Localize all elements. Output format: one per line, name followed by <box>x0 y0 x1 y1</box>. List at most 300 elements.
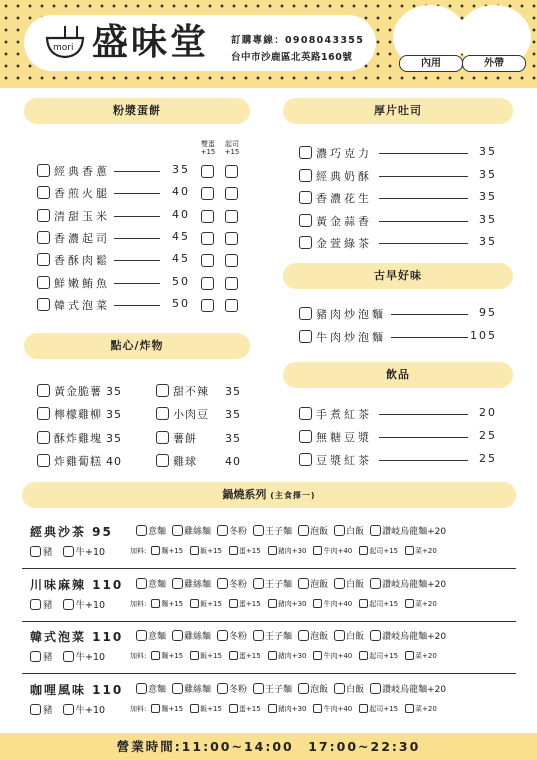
addon-name: 豬肉+30 <box>277 704 307 713</box>
addon-name: 蛋+15 <box>238 652 261 660</box>
staple-label: 雞絲麵 <box>184 632 212 642</box>
base-checkbox[interactable] <box>63 651 74 662</box>
staple-label: 泡飯 <box>310 527 329 537</box>
addon-checkbox[interactable] <box>229 704 238 713</box>
leader-line <box>114 171 160 172</box>
item-checkbox[interactable] <box>299 169 312 182</box>
list-item[interactable] <box>299 168 372 186</box>
addon-checkbox[interactable] <box>229 546 238 555</box>
addon-name: 起司+15 <box>369 547 399 555</box>
item-name: 韓式泡菜 <box>54 298 110 312</box>
base-checkbox[interactable] <box>30 599 41 610</box>
staple-label: 冬粉 <box>229 527 248 537</box>
staple-label: 讚岐烏龍麵+20 <box>382 527 447 537</box>
addon-name: 牛肉+40 <box>323 704 353 713</box>
addon-checkbox[interactable] <box>190 704 199 713</box>
section-title-pancake: 粉漿蛋餅 <box>24 98 250 124</box>
staple-label: 雞絲麵 <box>184 684 212 695</box>
item-checkbox[interactable] <box>299 191 312 204</box>
item-name: 牛肉炒泡麵 <box>316 331 386 344</box>
item-price: 45 <box>172 252 190 266</box>
item-name: 經典奶酥 <box>316 169 372 183</box>
double-egg-checkbox[interactable] <box>201 254 214 267</box>
item-price: 35 <box>172 163 190 176</box>
item-checkbox[interactable] <box>37 431 50 444</box>
cheese-checkbox[interactable] <box>225 277 238 290</box>
cheese-checkbox[interactable] <box>225 187 238 200</box>
address: 台中市沙鹿區北英路160號 <box>231 52 353 63</box>
item-checkbox[interactable] <box>156 431 169 444</box>
staple-label: 冬粉 <box>229 579 248 590</box>
addon-checkbox[interactable] <box>151 704 160 713</box>
staple-checkbox[interactable] <box>172 630 183 641</box>
leader-line <box>114 283 160 284</box>
item-checkbox[interactable] <box>299 453 312 466</box>
staple-checkbox[interactable] <box>334 525 345 536</box>
item-price: 25 <box>479 452 497 465</box>
addon-checkbox[interactable] <box>359 546 368 555</box>
addon-checkbox[interactable] <box>268 651 277 660</box>
item-price: 35 <box>106 385 122 398</box>
item-price: 35 <box>479 145 497 158</box>
hotpot-subtitle: (主食擇一) <box>270 491 316 500</box>
staple-label: 冬粉 <box>229 684 248 695</box>
cheese-checkbox[interactable] <box>225 232 238 245</box>
list-item[interactable] <box>37 383 122 401</box>
leader-line <box>114 238 160 239</box>
staple-checkbox[interactable] <box>136 683 147 694</box>
addon-name: 菜+20 <box>415 652 437 660</box>
addon-checkbox[interactable] <box>151 651 160 660</box>
addon-checkbox[interactable] <box>268 599 277 608</box>
staple-checkbox[interactable] <box>334 630 345 641</box>
section-title-old-taste: 古早好味 <box>283 263 513 289</box>
staple-label: 雞絲麵 <box>184 527 212 537</box>
addon-name: 牛肉+40 <box>323 652 353 660</box>
item-price: 25 <box>479 429 497 442</box>
addon-options <box>130 599 441 609</box>
addon-checkbox[interactable] <box>313 599 322 608</box>
item-price: 40 <box>172 185 190 199</box>
base-checkbox[interactable] <box>63 546 74 557</box>
addon-checkbox[interactable] <box>190 651 199 660</box>
addon-checkbox[interactable] <box>405 546 414 555</box>
staple-checkbox[interactable] <box>136 525 147 536</box>
addon-checkbox[interactable] <box>359 651 368 660</box>
base-checkbox[interactable] <box>30 546 41 557</box>
item-checkbox[interactable] <box>37 384 50 397</box>
item-price: 45 <box>172 229 190 243</box>
item-price: 105 <box>470 329 497 342</box>
double-egg-checkbox[interactable] <box>201 165 214 178</box>
staple-checkbox[interactable] <box>136 630 147 641</box>
list-item[interactable] <box>299 190 372 208</box>
staple-checkbox[interactable] <box>172 683 183 694</box>
staple-label: 泡飯 <box>310 579 329 590</box>
addon-options <box>130 651 441 661</box>
staple-checkbox[interactable] <box>370 683 381 694</box>
addon-name: 飯+15 <box>200 599 222 608</box>
item-checkbox[interactable] <box>37 186 50 199</box>
staple-checkbox[interactable] <box>298 683 309 694</box>
item-checkbox[interactable] <box>37 164 50 177</box>
dine-in-label[interactable]: 內用 <box>399 55 463 72</box>
addon-checkbox[interactable] <box>190 599 199 608</box>
leader-line <box>379 414 468 415</box>
staple-options <box>133 629 449 642</box>
staple-checkbox[interactable] <box>370 578 381 589</box>
staple-label: 泡飯 <box>310 684 329 695</box>
phone-number: 訂購專線：0908043355 <box>231 35 365 46</box>
staple-checkbox[interactable] <box>253 630 264 641</box>
section-title-toast: 厚片吐司 <box>283 98 513 124</box>
item-checkbox[interactable] <box>156 454 169 467</box>
option-head-double-egg: 雙蛋 +15 <box>200 140 216 156</box>
leader-line <box>379 437 468 438</box>
addon-name: 豬肉+30 <box>277 652 307 660</box>
hotpot-divider <box>22 673 516 674</box>
staple-checkbox[interactable] <box>334 683 345 694</box>
addon-options <box>130 546 441 556</box>
staple-checkbox[interactable] <box>172 578 183 589</box>
item-price: 35 <box>479 235 497 249</box>
addon-checkbox[interactable] <box>405 651 414 660</box>
addon-checkbox[interactable] <box>313 704 322 713</box>
list-item[interactable] <box>37 163 110 181</box>
addon-label: 加料: <box>130 652 147 660</box>
addon-name: 菜+20 <box>415 599 437 608</box>
item-price: 40 <box>172 207 190 221</box>
addon-name: 麵+15 <box>161 704 184 713</box>
item-checkbox[interactable] <box>37 276 50 289</box>
addon-name: 蛋+15 <box>238 547 261 555</box>
item-checkbox[interactable] <box>37 253 50 266</box>
item-name: 豬肉炒泡麵 <box>316 308 386 321</box>
base-label: 牛+10 <box>75 652 106 663</box>
leader-line <box>114 216 160 217</box>
item-checkbox[interactable] <box>299 214 312 227</box>
item-checkbox[interactable] <box>37 407 50 420</box>
addon-checkbox[interactable] <box>229 599 238 608</box>
double-egg-checkbox[interactable] <box>201 299 214 312</box>
addon-label: 加料: <box>130 704 147 713</box>
base-label: 牛+10 <box>75 547 106 558</box>
list-item[interactable] <box>37 275 110 293</box>
staple-checkbox[interactable] <box>217 683 228 694</box>
item-checkbox[interactable] <box>156 384 169 397</box>
item-name: 無糖豆漿 <box>316 431 372 444</box>
hotpot-title: 鍋燒系列 <box>222 488 267 501</box>
addon-checkbox[interactable] <box>359 599 368 608</box>
staple-checkbox[interactable] <box>370 525 381 536</box>
addon-name: 飯+15 <box>200 704 222 713</box>
item-checkbox[interactable] <box>156 407 169 420</box>
item-checkbox[interactable] <box>299 407 312 420</box>
item-checkbox[interactable] <box>37 209 50 222</box>
item-checkbox[interactable] <box>299 146 312 159</box>
staple-label: 王子麵 <box>265 579 293 590</box>
base-options <box>30 544 115 558</box>
addon-name: 起司+15 <box>369 599 399 608</box>
list-item[interactable] <box>156 453 241 471</box>
item-name: 香濃起司 <box>54 231 110 245</box>
addon-name: 豬肉+30 <box>277 547 307 555</box>
staple-checkbox[interactable] <box>298 525 309 536</box>
item-price: 40 <box>225 454 241 468</box>
takeout-label[interactable]: 外帶 <box>462 55 526 72</box>
staple-label: 意麵 <box>148 632 167 642</box>
staple-label: 王子麵 <box>265 632 293 642</box>
staple-label: 冬粉 <box>229 632 248 642</box>
staple-options <box>133 682 449 695</box>
item-name: 金萱綠茶 <box>316 237 372 251</box>
hotpot-item-name: 韓式泡菜 110 <box>30 630 124 644</box>
addon-label: 加料: <box>130 599 147 608</box>
brand-name: 盛味堂 <box>92 21 210 63</box>
base-checkbox[interactable] <box>63 704 74 715</box>
item-price: 35 <box>479 167 497 181</box>
item-checkbox[interactable] <box>299 330 312 343</box>
staple-checkbox[interactable] <box>217 630 228 641</box>
addon-name: 豬肉+30 <box>277 599 307 608</box>
item-price: 35 <box>479 212 497 226</box>
leader-line <box>114 193 160 194</box>
staple-label: 讚岐烏龍麵+20 <box>382 632 447 642</box>
cheese-checkbox[interactable] <box>225 165 238 178</box>
staple-checkbox[interactable] <box>217 578 228 589</box>
list-item[interactable] <box>299 429 372 447</box>
leader-line <box>114 260 160 261</box>
item-price: 35 <box>225 408 241 422</box>
double-egg-checkbox[interactable] <box>201 277 214 290</box>
staple-checkbox[interactable] <box>253 525 264 536</box>
leader-line <box>379 243 468 244</box>
item-checkbox[interactable] <box>299 236 312 249</box>
addon-options <box>130 704 441 714</box>
item-name: 甜不辣 <box>173 385 209 398</box>
item-name: 黃金脆薯 <box>54 385 102 398</box>
svg-text:mori: mori <box>53 43 74 53</box>
item-price: 35 <box>106 431 122 445</box>
staple-label: 讚岐烏龍麵+20 <box>382 684 447 695</box>
leader-line <box>379 176 468 177</box>
staple-label: 意麵 <box>148 684 167 695</box>
hotpot-divider <box>22 621 516 622</box>
list-item[interactable] <box>37 406 122 424</box>
addon-name: 菜+20 <box>415 704 437 713</box>
item-name: 酥炸雞塊 <box>54 431 102 445</box>
list-item[interactable] <box>37 208 110 226</box>
base-label: 豬 <box>43 704 53 716</box>
addon-name: 飯+15 <box>200 547 222 555</box>
base-checkbox[interactable] <box>30 704 41 715</box>
item-name: 薯餅 <box>173 431 197 445</box>
item-price: 50 <box>172 274 190 288</box>
addon-checkbox[interactable] <box>313 546 322 555</box>
leader-line <box>379 460 468 461</box>
addon-checkbox[interactable] <box>268 704 277 713</box>
item-checkbox[interactable] <box>37 454 50 467</box>
section-title-hotpot <box>22 482 516 508</box>
addon-name: 起司+15 <box>369 652 399 660</box>
header-banner <box>0 0 537 88</box>
addon-name: 牛肉+40 <box>323 547 353 555</box>
item-name: 香煎火腿 <box>54 187 110 201</box>
addon-name: 麵+15 <box>161 652 184 660</box>
list-item[interactable] <box>37 230 110 248</box>
staple-label: 白飯 <box>346 579 365 590</box>
item-price: 35 <box>225 431 241 445</box>
hotpot-item-name: 咖哩風味 110 <box>30 682 124 697</box>
business-hours: 營業時間:11:00~14:00 17:00~22:30 <box>0 733 537 760</box>
addon-name: 蛋+15 <box>238 704 261 713</box>
addon-checkbox[interactable] <box>151 599 160 608</box>
list-item[interactable] <box>299 329 386 347</box>
list-item[interactable] <box>156 383 241 401</box>
staple-checkbox[interactable] <box>334 578 345 589</box>
leader-line <box>379 198 468 199</box>
leader-line <box>379 153 468 154</box>
list-item[interactable] <box>37 297 110 315</box>
base-checkbox[interactable] <box>63 599 74 610</box>
addon-name: 菜+20 <box>415 547 437 555</box>
item-checkbox[interactable] <box>37 298 50 311</box>
addon-checkbox[interactable] <box>229 651 238 660</box>
leader-line <box>391 337 468 338</box>
staple-label: 白飯 <box>346 684 365 695</box>
addon-checkbox[interactable] <box>151 546 160 555</box>
hotpot-item-name: 經典沙茶 95 <box>30 525 113 539</box>
staple-checkbox[interactable] <box>298 630 309 641</box>
item-price: 20 <box>479 406 497 419</box>
staple-label: 王子麵 <box>265 527 293 537</box>
base-label: 豬 <box>43 652 53 663</box>
base-options <box>30 597 115 611</box>
staple-checkbox[interactable] <box>217 525 228 536</box>
list-item[interactable] <box>299 235 372 253</box>
bowl-icon <box>44 24 86 67</box>
base-label: 牛+10 <box>75 704 106 716</box>
item-name: 炸雞蔔糕 <box>54 454 102 468</box>
list-item[interactable] <box>299 406 372 424</box>
list-item[interactable] <box>37 430 122 448</box>
option-head-cheese: 起司 +15 <box>224 140 240 156</box>
list-item[interactable] <box>156 406 241 424</box>
staple-checkbox[interactable] <box>298 578 309 589</box>
item-price: 35 <box>106 408 122 422</box>
staple-checkbox[interactable] <box>172 525 183 536</box>
item-name: 小肉豆 <box>173 408 209 422</box>
list-item[interactable] <box>299 145 372 163</box>
hotpot-item-name: 川味麻辣 110 <box>30 577 124 592</box>
item-name: 濃巧克力 <box>316 147 372 160</box>
item-price: 50 <box>172 296 190 310</box>
staple-checkbox[interactable] <box>253 578 264 589</box>
double-egg-checkbox[interactable] <box>201 232 214 245</box>
hotpot-divider <box>22 568 516 569</box>
addon-checkbox[interactable] <box>405 704 414 713</box>
addon-checkbox[interactable] <box>190 546 199 555</box>
section-title-snacks: 點心/炸物 <box>24 333 250 359</box>
addon-name: 起司+15 <box>369 704 399 713</box>
base-label: 豬 <box>43 599 53 611</box>
base-options <box>30 649 115 663</box>
addon-name: 牛肉+40 <box>323 599 353 608</box>
addon-name: 麵+15 <box>161 599 184 608</box>
addon-name: 飯+15 <box>200 652 222 660</box>
cheese-checkbox[interactable] <box>225 210 238 223</box>
item-name: 清甜玉米 <box>54 209 110 223</box>
staple-label: 白飯 <box>346 632 365 642</box>
list-item[interactable] <box>299 213 372 231</box>
base-checkbox[interactable] <box>30 651 41 662</box>
base-label: 豬 <box>43 547 53 558</box>
item-name: 鮮嫩鮪魚 <box>54 276 110 290</box>
staple-checkbox[interactable] <box>253 683 264 694</box>
addon-checkbox[interactable] <box>268 546 277 555</box>
cheese-checkbox[interactable] <box>225 299 238 312</box>
item-checkbox[interactable] <box>299 307 312 320</box>
item-checkbox[interactable] <box>299 430 312 443</box>
staple-label: 雞絲麵 <box>184 579 212 590</box>
list-item[interactable] <box>37 185 110 203</box>
leader-line <box>114 305 160 306</box>
leader-line <box>391 314 468 315</box>
list-item[interactable] <box>299 306 386 324</box>
staple-options <box>133 577 449 590</box>
staple-checkbox[interactable] <box>136 578 147 589</box>
double-egg-checkbox[interactable] <box>201 210 214 223</box>
double-egg-checkbox[interactable] <box>201 187 214 200</box>
addon-checkbox[interactable] <box>313 651 322 660</box>
list-item[interactable] <box>299 452 372 470</box>
staple-label: 王子麵 <box>265 684 293 695</box>
item-name: 黃金蒜香 <box>316 214 372 228</box>
staple-label: 白飯 <box>346 527 365 537</box>
list-item[interactable] <box>37 252 110 270</box>
item-price: 35 <box>479 190 497 204</box>
item-name: 雞球 <box>173 454 197 468</box>
base-options <box>30 702 115 716</box>
base-label: 牛+10 <box>75 599 106 611</box>
addon-checkbox[interactable] <box>405 599 414 608</box>
addon-checkbox[interactable] <box>359 704 368 713</box>
addon-name: 蛋+15 <box>238 599 261 608</box>
list-item[interactable] <box>37 453 122 471</box>
item-name: 經典香蔥 <box>54 165 110 178</box>
item-name: 香濃花生 <box>316 192 372 206</box>
item-price: 40 <box>106 454 122 468</box>
section-title-drinks: 飲品 <box>283 362 513 388</box>
staple-label: 讚岐烏龍麵+20 <box>382 579 447 590</box>
staple-label: 泡飯 <box>310 632 329 642</box>
item-checkbox[interactable] <box>37 231 50 244</box>
item-price: 35 <box>225 385 241 398</box>
list-item[interactable] <box>156 430 241 448</box>
item-name: 豆漿紅茶 <box>316 454 372 467</box>
staple-label: 意麵 <box>148 579 167 590</box>
staple-checkbox[interactable] <box>370 630 381 641</box>
item-name: 手煮紅茶 <box>316 408 372 421</box>
staple-label: 意麵 <box>148 527 167 537</box>
item-name: 香酥肉鬆 <box>54 254 110 268</box>
addon-label: 加料: <box>130 547 147 555</box>
item-name: 檸檬雞柳 <box>54 408 102 422</box>
cheese-checkbox[interactable] <box>225 254 238 267</box>
addon-name: 麵+15 <box>161 547 184 555</box>
leader-line <box>379 221 468 222</box>
staple-options <box>133 524 449 537</box>
